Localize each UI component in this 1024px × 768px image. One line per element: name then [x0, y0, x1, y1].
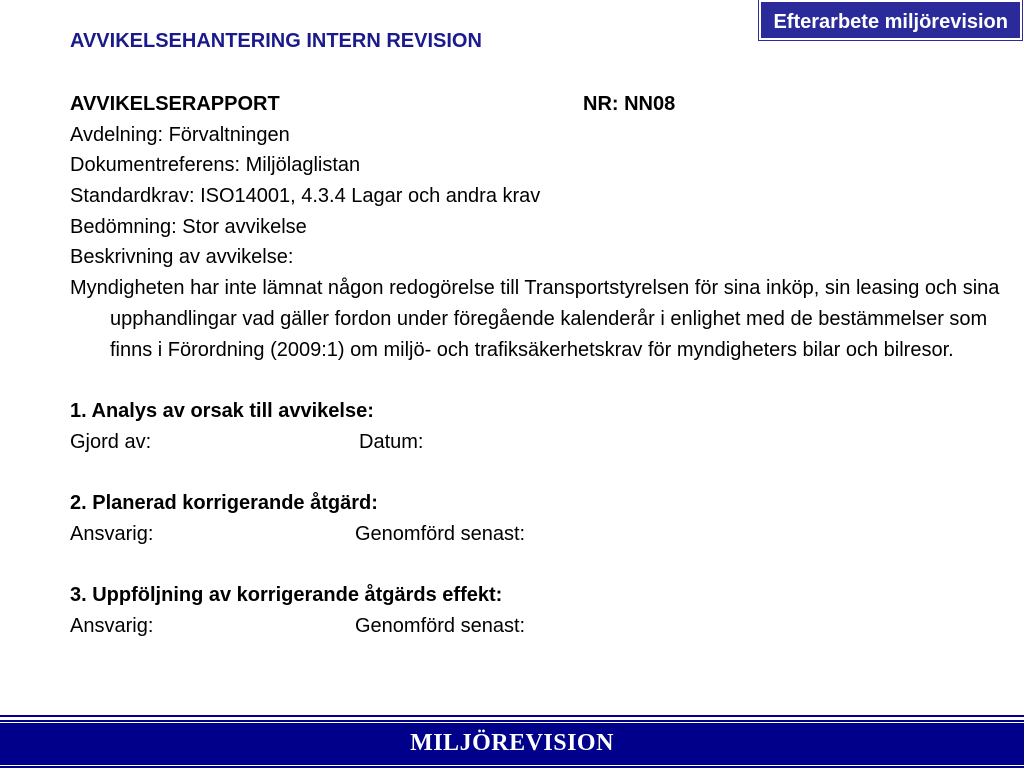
footer-title: MILJÖREVISION — [410, 730, 614, 756]
report-header-row — [70, 89, 990, 120]
section-1-heading: 1. Analys av orsak till avvikelse: — [70, 399, 374, 422]
section-2-right-label: Genomförd senast: — [355, 522, 526, 545]
section-3-left-label: Ansvarig: — [70, 614, 154, 637]
section-1-left-label: Gjord av: — [70, 430, 152, 453]
section-badge: Efterarbete miljörevision — [759, 0, 1022, 40]
section-2-left-label: Ansvarig: — [70, 522, 154, 545]
standard-field: Standardkrav: ISO14001, 4.3.4 Lagar och andra krav — [70, 185, 541, 208]
section-3-right-label: Genomförd senast: — [355, 614, 526, 637]
section-3-heading: 3. Uppföljning av korrigerande åtgärds effekt: — [70, 584, 503, 607]
footer-bar — [0, 717, 1024, 768]
assessment-field: Bedömning: Stor avvikelse — [70, 215, 307, 238]
section-3-fields — [70, 611, 990, 642]
description-text: Myndigheten har inte lämnat någon redogörelse till Transportstyrelsen för sina inköp, sin leasing och sina upphandlingar vad gäller fordon under föregående kalenderår i enlighet med de bestämmelser som finns i Förordning (2009:1) om miljö- och trafiksäkerhetskrav för myndigheters bilar och bilresor. — [70, 277, 1000, 361]
section-1-right-label: Datum: — [359, 430, 424, 453]
report-label: AVVIKELSERAPPORT — [70, 93, 280, 115]
doc-reference-field: Dokumentreferens: Miljölaglistan — [70, 154, 361, 177]
document-title: AVVIKELSEHANTERING INTERN REVISION — [70, 30, 482, 52]
section-1-fields — [70, 427, 990, 458]
description-label: Beskrivning av avvikelse: — [70, 246, 294, 269]
report-body — [70, 89, 1000, 641]
department-field: Avdelning: Förvaltningen — [70, 123, 290, 146]
section-2-heading: 2. Planerad korrigerande åtgärd: — [70, 491, 378, 514]
report-number: NR: NN08 — [583, 93, 676, 115]
section-2-fields — [70, 519, 990, 550]
